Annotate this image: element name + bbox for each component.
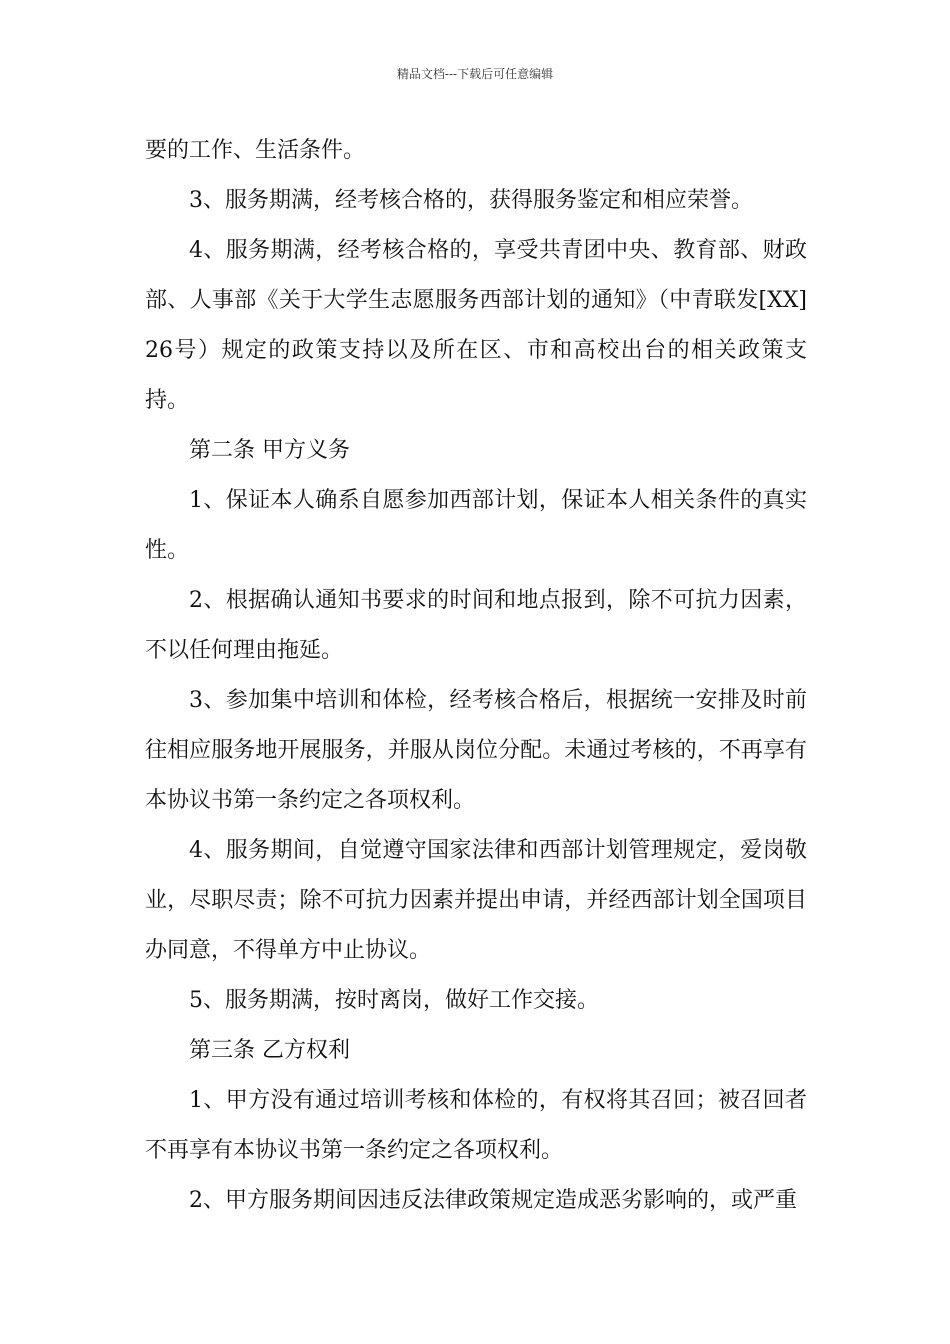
document-body xyxy=(145,126,807,1226)
section-heading: 第三条 乙方权利 xyxy=(189,1038,350,1063)
paragraph: 3、参加集中培训和体检，经考核合格后，根据统一安排及时前往相应服务地开展服务，并服从岗位分配。未通过考核的，不再享有本协议书第一条约定之各项权利。 xyxy=(145,688,807,813)
paragraph: 3、服务期满，经考核合格的，获得服务鉴定和相应荣誉。 xyxy=(189,188,753,213)
paragraph: 4、服务期满，经考核合格的，享受共青团中央、教育部、财政部、人事部《关于大学生志愿服务西部计划的通知》（中青联发[XX]26号）规定的政策支持以及所在区、市和高校出台的相关政策支持。 xyxy=(145,238,807,413)
page-header: 精品文档---下载后可任意编辑 xyxy=(396,67,554,81)
paragraph: 1、甲方没有通过培训考核和体检的，有权将其召回；被召回者不再享有本协议书第一条约定之各项权利。 xyxy=(145,1088,807,1163)
paragraph: 2、甲方服务期间因违反法律政策规定造成恶劣影响的，或严重 xyxy=(189,1188,797,1213)
section-heading: 第二条 甲方义务 xyxy=(189,438,350,463)
paragraph: 要的工作、生活条件。 xyxy=(145,138,366,163)
paragraph: 5、服务期满，按时离岗，做好工作交接。 xyxy=(189,988,599,1013)
paragraph: 4、服务期间，自觉遵守国家法律和西部计划管理规定，爱岗敬业，尽职尽责；除不可抗力因素并提出申请，并经西部计划全国项目办同意，不得单方中止协议。 xyxy=(145,838,807,963)
paragraph: 1、保证本人确系自愿参加西部计划，保证本人相关条件的真实性。 xyxy=(145,488,807,563)
paragraph: 2、根据确认通知书要求的时间和地点报到，除不可抗力因素，不以任何理由拖延。 xyxy=(145,588,807,663)
